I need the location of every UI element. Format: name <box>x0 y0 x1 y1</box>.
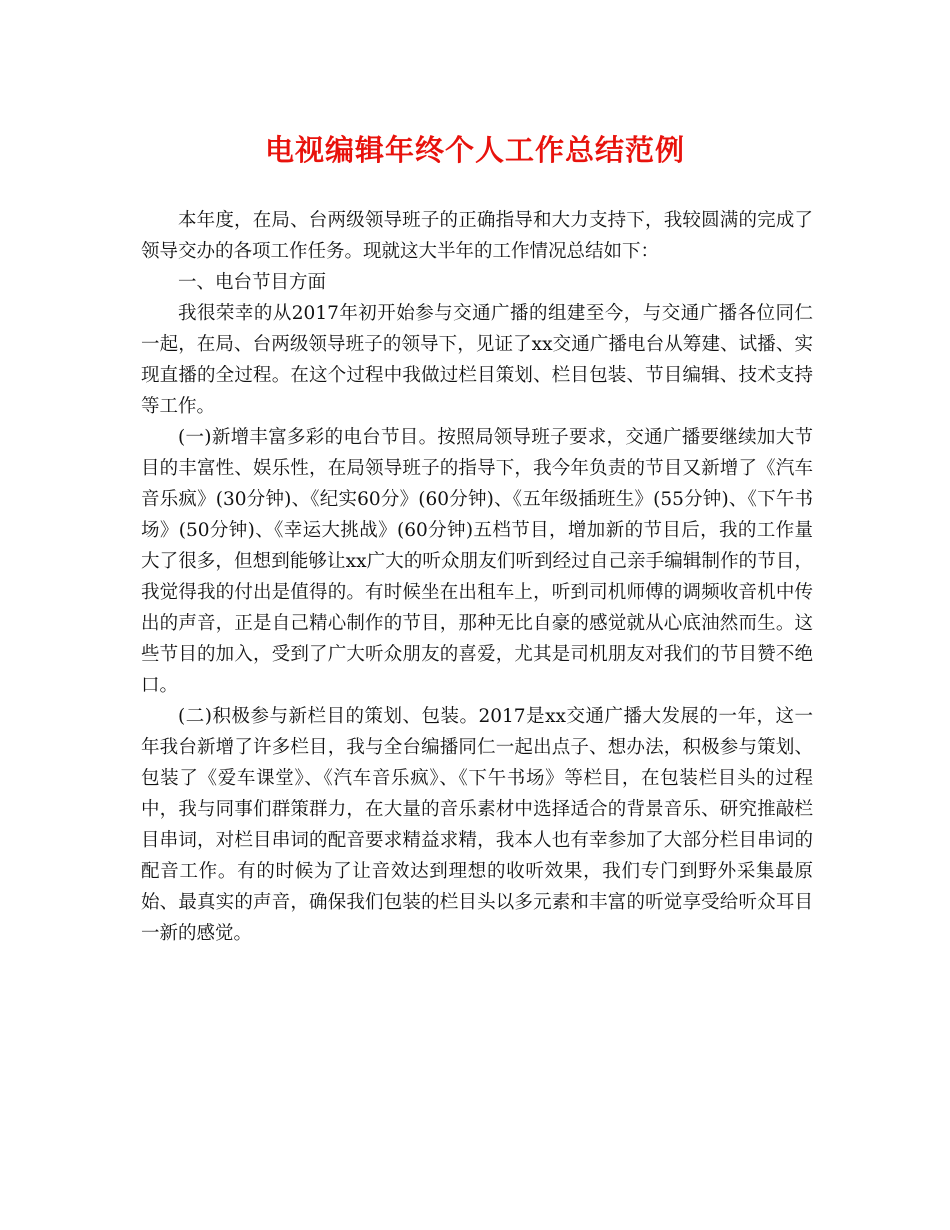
document-title: 电视编辑年终个人工作总结范例 <box>264 133 685 167</box>
paragraph-radio-station-history: 我很荣幸的从2017年初开始参与交通广播的组建至今，与交通广播各位同仁一起，在局、台两级领导班子的领导下，见证了xx交通广播电台从筹建、试播、实现直播的全过程。在这个过程中我做过栏目策划、栏目包装、节目编辑、技术支持等工作。 <box>141 303 813 417</box>
section-heading-radio-programs: 一、电台节目方面 <box>178 272 327 293</box>
document-body <box>141 205 813 949</box>
paragraph-new-programs: (一)新增丰富多彩的电台节目。按照局领导班子要求，交通广播要继续加大节目的丰富性、娱乐性，在局领导班子的指导下，我今年负责的节目又新增了《汽车音乐疯》(30分钟)、《纪实60分》(60分钟)、《五年级插班生》(55分钟)、《下午书场》(50分钟)、《幸运大挑战》(60分钟)五档节目，增加新的节目后，我的工作量大了很多，但想到能够让xx广大的听众朋友们听到经过自己亲手编辑制作的节目，我觉得我的付出是值得的。有时候坐在出租车上，听到司机师傅的调频收音机中传出的声音，正是自己精心制作的节目，那种无比自豪的感觉就从心底油然而生。这些节目的加入，受到了广大听众朋友的喜爱，尤其是司机朋友对我们的节目赞不绝口。 <box>141 427 813 696</box>
paragraph-intro: 本年度，在局、台两级领导班子的正确指导和大力支持下，我较圆满的完成了领导交办的各项工作任务。现就这大半年的工作情况总结如下： <box>141 210 813 262</box>
paragraph-new-columns-packaging: (二)积极参与新栏目的策划、包装。2017是xx交通广播大发展的一年，这一年我台新增了许多栏目，我与全台编播同仁一起出点子、想办法，积极参与策划、包装了《爱车课堂》、《汽车音乐疯》、《下午书场》等栏目，在包装栏目头的过程中，我与同事们群策群力，在大量的音乐素材中选择适合的背景音乐、研究推敲栏目串词，对栏目串词的配音要求精益求精，我本人也有幸参加了大部分栏目串词的配音工作。有的时候为了让音效达到理想的收听效果，我们专门到野外采集最原始、最真实的声音，确保我们包装的栏目头以多元素和丰富的听觉享受给听众耳目一新的感觉。 <box>141 706 813 944</box>
